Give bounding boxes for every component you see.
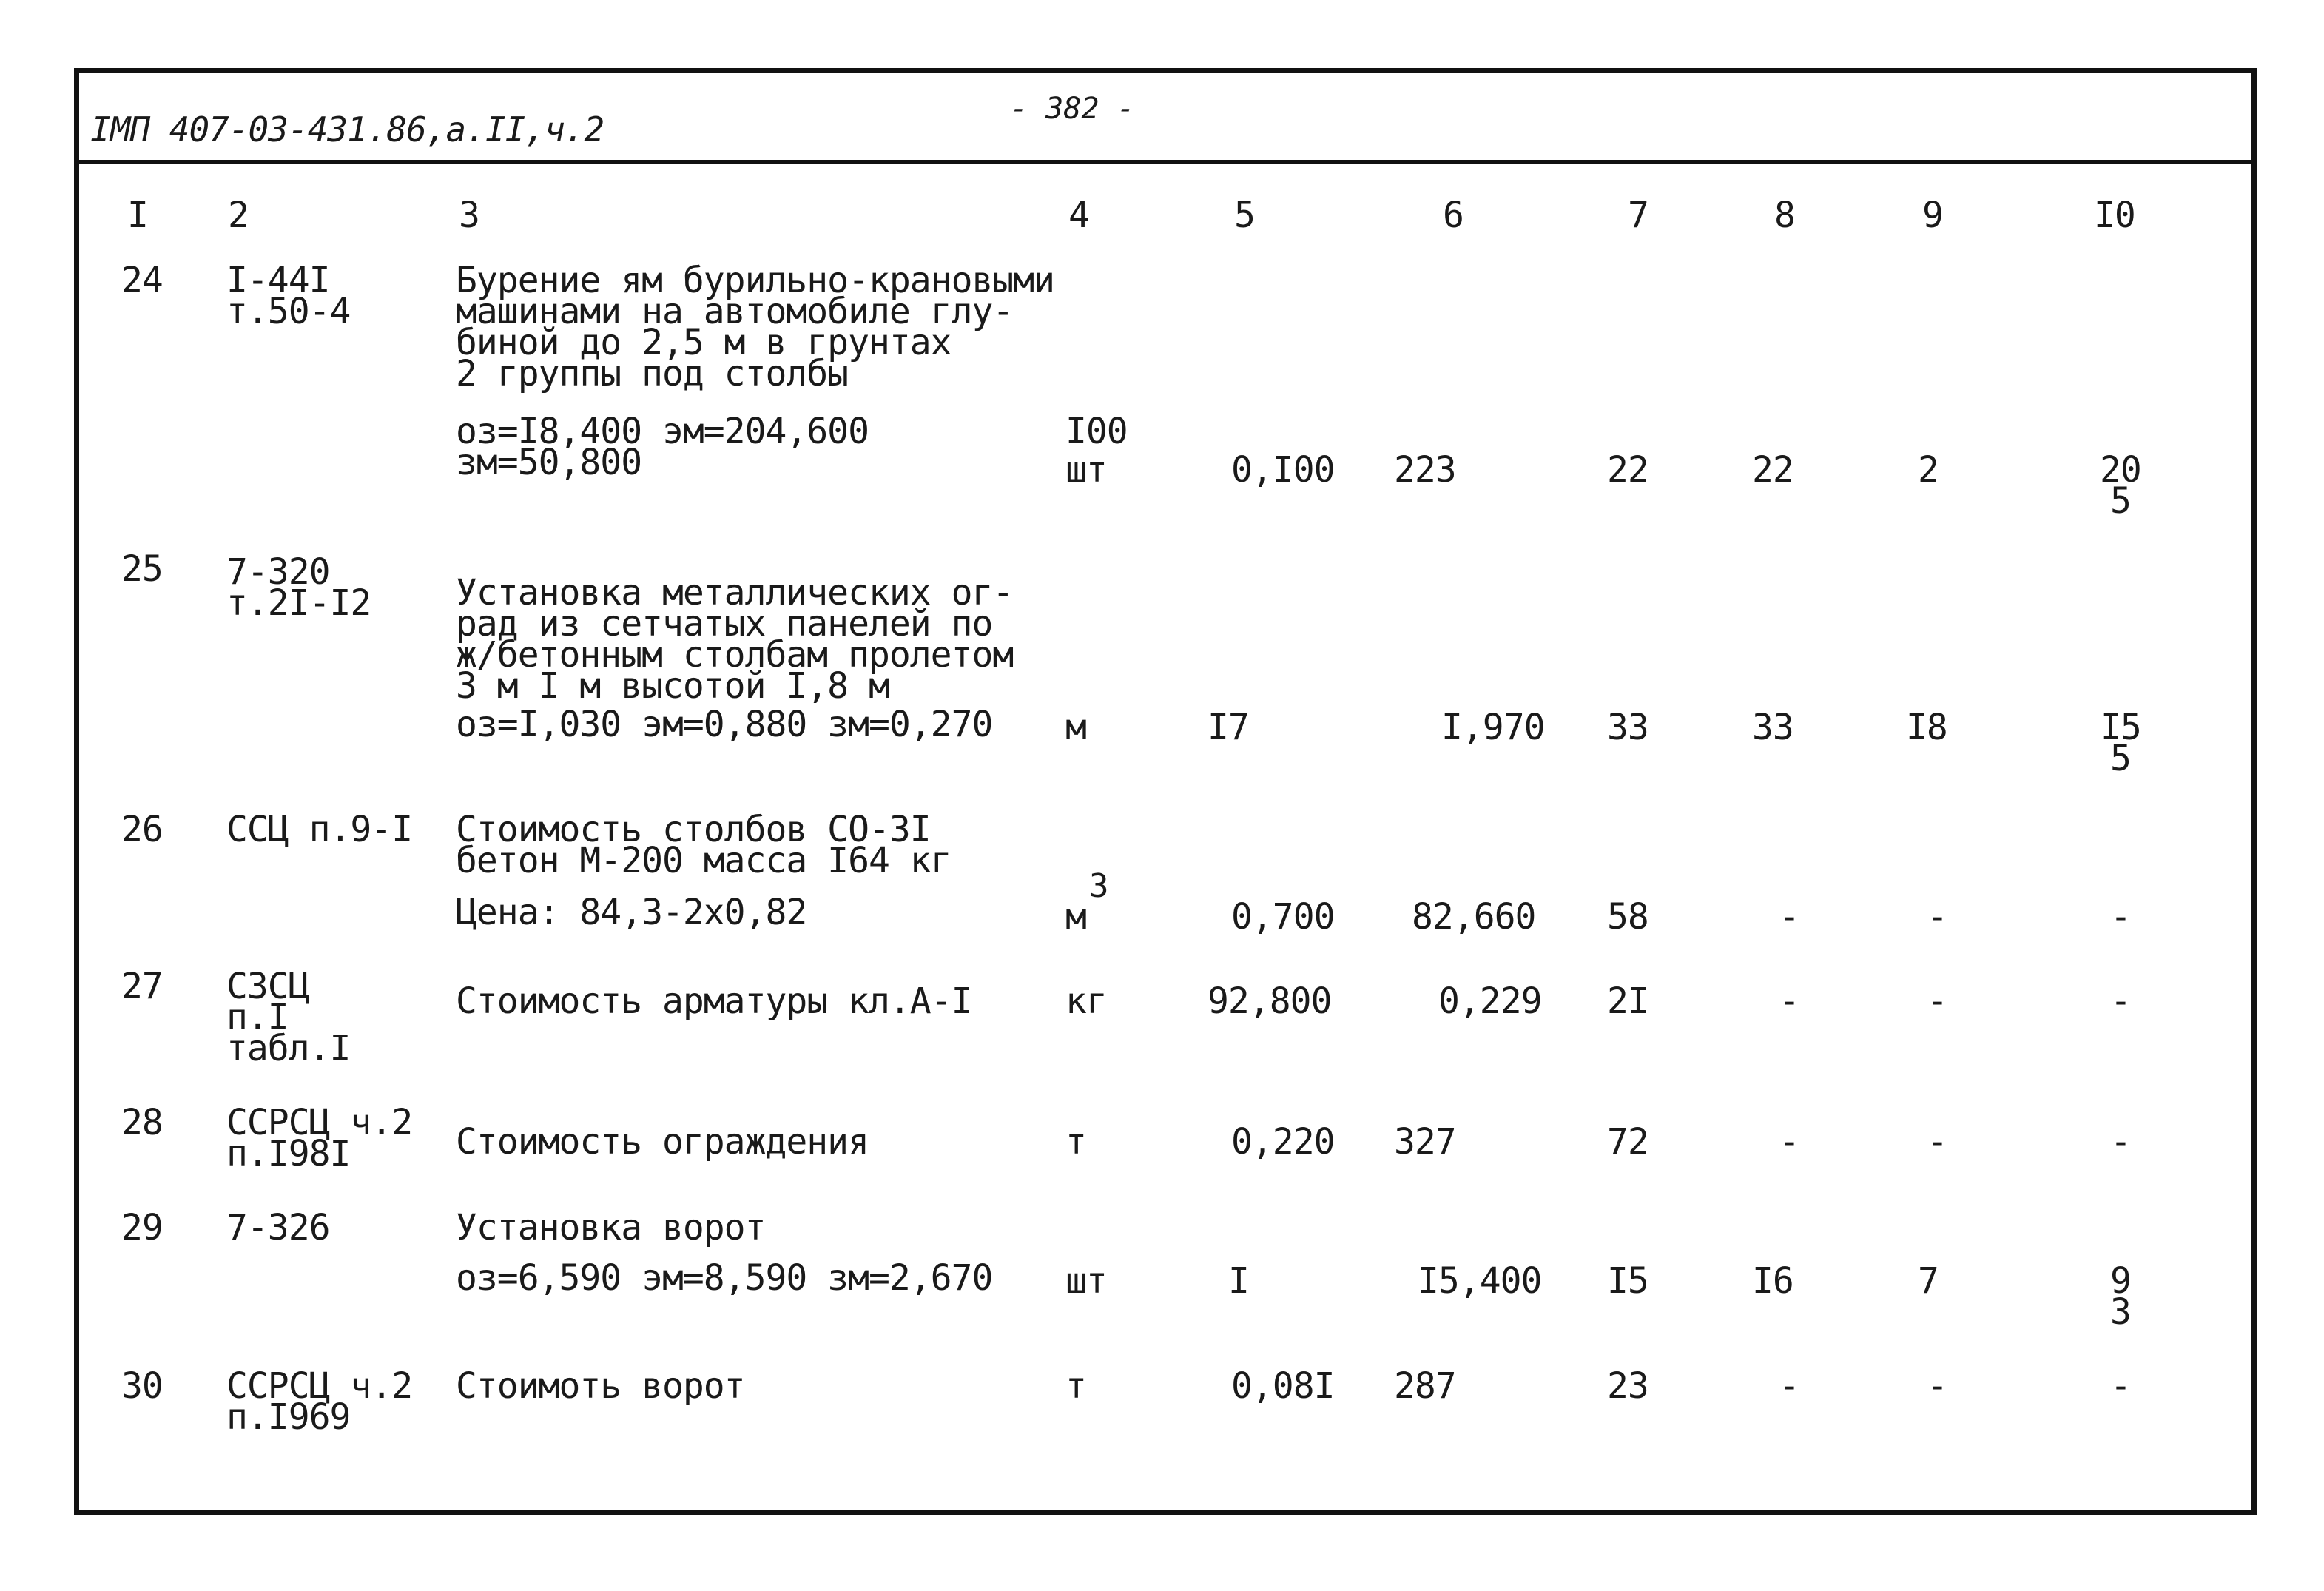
norm-table: т.50-4 — [226, 291, 351, 332]
norm-table: п.I98I — [226, 1133, 351, 1174]
column-header-9: 9 — [1922, 195, 1943, 236]
description-line: Бурение ям бурильно-крановыми — [456, 260, 1055, 301]
description-line: Стоимоть ворот — [456, 1365, 745, 1407]
total-cost: 2I — [1607, 980, 1648, 1022]
description-line: биной до 2,5 м в грунтах — [456, 322, 952, 363]
unit-label: шт — [1065, 1260, 1107, 1302]
norm-table: п.I969 — [226, 1396, 351, 1438]
description-line: Стоимость ограждения — [456, 1121, 869, 1163]
unit-label: т — [1065, 1121, 1086, 1163]
description-line: Стоимость арматуры кл.А-I — [456, 980, 972, 1022]
col-9-value: 7 — [1918, 1260, 1939, 1302]
unit-label: м — [1065, 896, 1086, 938]
col-10-value: - — [2110, 980, 2131, 1022]
description-line: рад из сетчатых панелей по — [456, 603, 993, 645]
unit-value: I00 — [1065, 411, 1128, 452]
unit-label: кг — [1065, 980, 1107, 1022]
total-cost: 22 — [1607, 449, 1648, 491]
total-cost: I5 — [1607, 1260, 1648, 1302]
column-header-6: 6 — [1443, 195, 1464, 236]
description-line: машинами на автомобиле глу- — [456, 291, 1014, 332]
norm-code: СЗСЦ — [226, 966, 309, 1007]
col-8-value: - — [1779, 896, 1799, 938]
column-header-1: I — [127, 195, 148, 236]
unit-cost: 327 — [1394, 1121, 1456, 1163]
coefficients-line: оз=I,030 эм=0,880 зм=0,270 — [456, 704, 993, 745]
norm-code: ССРСЦ ч.2 — [226, 1102, 413, 1143]
unit-cost: I5,400 — [1418, 1260, 1542, 1302]
description-line: ж/бетонным столбам пролетом — [456, 634, 1014, 676]
quantity: 0,700 — [1231, 896, 1335, 938]
col-8-value: 22 — [1752, 449, 1793, 491]
column-header-4: 4 — [1068, 195, 1089, 236]
col-10-value: 20 — [2100, 449, 2141, 491]
col-8-value: I6 — [1752, 1260, 1793, 1302]
col-9-value: 2 — [1918, 449, 1939, 491]
column-header-8: 8 — [1774, 195, 1795, 236]
description-line: Установка ворот — [456, 1207, 766, 1248]
col-8-value: - — [1779, 1121, 1799, 1163]
description-line: Стоимость столбов СО-3I — [456, 809, 931, 850]
norm-table: т.2I-I2 — [226, 582, 371, 624]
description-line: 2 группы под столбы — [456, 353, 849, 394]
row-number: 30 — [121, 1365, 163, 1407]
document-code: IМП 407-03-431.86,а.II,ч.2 — [90, 110, 604, 149]
header-divider — [77, 160, 2252, 164]
col-10-value: - — [2110, 896, 2131, 938]
norm-code-line: п.I — [226, 997, 289, 1038]
col-10-subvalue: 5 — [2110, 738, 2131, 779]
coefficients-line: оз=I8,400 эм=204,600 — [456, 411, 869, 452]
col-10-value: - — [2110, 1365, 2131, 1407]
row-number: 24 — [121, 260, 163, 301]
row-number: 27 — [121, 966, 163, 1007]
quantity: 0,220 — [1231, 1121, 1335, 1163]
unit-cost: 287 — [1394, 1365, 1456, 1407]
col-9-value: - — [1927, 980, 1947, 1022]
total-cost: 23 — [1607, 1365, 1648, 1407]
col-9-value: - — [1927, 1365, 1947, 1407]
quantity: 0,08I — [1231, 1365, 1335, 1407]
coefficients-line: зм=50,800 — [456, 442, 642, 483]
unit-label: шт — [1065, 449, 1107, 491]
col-10-subvalue: 5 — [2110, 480, 2131, 522]
column-header-2: 2 — [228, 195, 249, 236]
coefficients-line: оз=6,590 эм=8,590 зм=2,670 — [456, 1257, 993, 1299]
norm-code: ССЦ п.9-I — [226, 809, 413, 850]
total-cost: 33 — [1607, 707, 1648, 748]
norm-table: табл.I — [226, 1028, 351, 1069]
col-8-value: - — [1779, 980, 1799, 1022]
col-10-value: - — [2110, 1121, 2131, 1163]
unit-cost: 82,660 — [1412, 896, 1536, 938]
quantity: 0,I00 — [1231, 449, 1335, 491]
unit-label: м — [1065, 707, 1086, 748]
col-9-value: - — [1927, 896, 1947, 938]
quantity: I7 — [1208, 707, 1249, 748]
norm-code: 7-326 — [226, 1207, 330, 1248]
page-number: - 382 - — [1010, 92, 1135, 126]
quantity: I — [1228, 1260, 1249, 1302]
column-header-3: 3 — [459, 195, 479, 236]
row-number: 26 — [121, 809, 163, 850]
column-header-7: 7 — [1628, 195, 1648, 236]
col-10-value: 9 — [2110, 1260, 2131, 1302]
row-number: 25 — [121, 548, 163, 590]
col-10-value: I5 — [2100, 707, 2141, 748]
total-cost: 72 — [1607, 1121, 1648, 1163]
unit-cost: 0,229 — [1438, 980, 1542, 1022]
unit-label: т — [1065, 1365, 1086, 1407]
norm-code: 7-320 — [226, 551, 330, 593]
col-8-value: - — [1779, 1365, 1799, 1407]
norm-code: I-44I — [226, 260, 330, 301]
total-cost: 58 — [1607, 896, 1648, 938]
unit-cost: I,970 — [1441, 707, 1545, 748]
coefficients-line: Цена: 84,3-2х0,82 — [456, 892, 807, 933]
column-header-10: I0 — [2094, 195, 2135, 236]
unit-superscript: 3 — [1089, 867, 1108, 905]
col-8-value: 33 — [1752, 707, 1793, 748]
column-header-5: 5 — [1234, 195, 1255, 236]
description-line: Установка металлических ог- — [456, 572, 1014, 613]
quantity: 92,800 — [1208, 980, 1332, 1022]
unit-cost: 223 — [1394, 449, 1456, 491]
col-10-subvalue: 3 — [2110, 1291, 2131, 1333]
description-line: бетон М-200 масса I64 кг — [456, 840, 952, 881]
row-number: 28 — [121, 1102, 163, 1143]
col-9-value: - — [1927, 1121, 1947, 1163]
description-line: 3 м I м высотой I,8 м — [456, 665, 889, 707]
norm-code: ССРСЦ ч.2 — [226, 1365, 413, 1407]
row-number: 29 — [121, 1207, 163, 1248]
col-9-value: I8 — [1906, 707, 1947, 748]
